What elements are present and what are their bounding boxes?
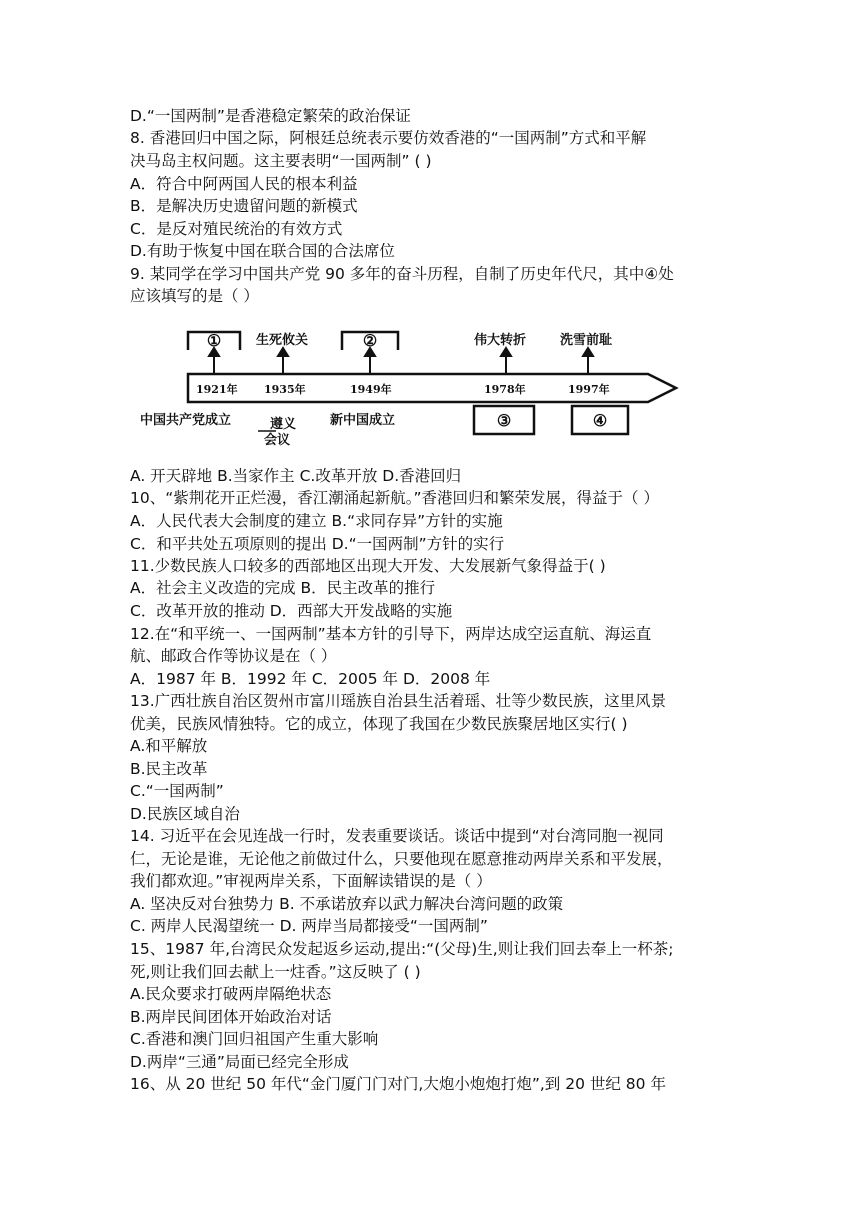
timeline-svg bbox=[128, 318, 688, 458]
text-line: 优美，民族风情独特。它的成立，体现了我国在少数民族聚居地区实行( ) bbox=[130, 715, 628, 733]
label-shengsi: 生死攸关 bbox=[256, 333, 309, 348]
text-line: D.“一国两制”是香港稳定繁荣的政治保证 bbox=[130, 107, 411, 125]
option-c: C．是反对殖民统治的有效方式 bbox=[130, 220, 343, 238]
box-2-label: ② bbox=[362, 331, 378, 350]
text-line: 我们都欢迎。”审视两岸关系，下面解读错误的是（ ） bbox=[130, 872, 492, 890]
year-1921: 1921年 bbox=[196, 383, 238, 396]
label-xixue: 洗雪前耻 bbox=[560, 333, 613, 348]
year-1949: 1949年 bbox=[350, 383, 392, 396]
text-line: 航、邮政合作等协议是在（ ） bbox=[130, 647, 337, 665]
label-zunyi-2: 会议 bbox=[264, 433, 291, 448]
option-b: B.两岸民间团体开始政治对话 bbox=[130, 1008, 332, 1026]
text-line: 应该填写的是（ ） bbox=[130, 287, 259, 305]
q10-options-ab: A．人民代表大会制度的建立 B.“求同存异”方针的实施 bbox=[130, 512, 503, 530]
question-11: 11.少数民族人口较多的西部地区出现大开发、大发展新气象得益于( ) bbox=[130, 557, 606, 575]
option-c: C.香港和澳门回归祖国产生重大影响 bbox=[130, 1030, 379, 1048]
option-a: A．符合中阿两国人民的根本利益 bbox=[130, 175, 358, 193]
text-line: 仁，无论是谁，无论他之前做过什么，只要他现在愿意推动两岸关系和平发展， bbox=[130, 850, 673, 868]
question-14: 14. 习近平在会见连战一行时，发表重要谈话。谈话中提到“对台湾同胞一视同 bbox=[130, 827, 664, 845]
option-d: D.有助于恢复中国在联合国的合法席位 bbox=[130, 242, 395, 260]
question-15: 15、1987 年,台湾民众发起返乡运动,提出:“(父母)生,则让我们回去奉上一杯茶; bbox=[130, 940, 674, 958]
q10-options-cd: C．和平共处五项原则的提出 D.“一国两制”方针的实行 bbox=[130, 535, 505, 553]
year-1935: 1935年 bbox=[264, 383, 306, 396]
q11-options-cd: C．改革开放的推动 D．西部大开发战略的实施 bbox=[130, 602, 453, 620]
q11-options-ab: A．社会主义改造的完成 B．民主改革的推行 bbox=[130, 579, 436, 597]
option-b: B．是解决历史遗留问题的新模式 bbox=[130, 197, 358, 215]
label-zunyi-1: 遵义 bbox=[270, 417, 297, 432]
box-4-label: ④ bbox=[592, 411, 608, 430]
question-12: 12.在“和平统一、一国两制”基本方针的引导下，两岸达成空运直航、海运直 bbox=[130, 625, 652, 643]
q12-options: A．1987 年 B．1992 年 C．2005 年 D．2008 年 bbox=[130, 670, 491, 688]
option-d: D.两岸“三通”局面已经完全形成 bbox=[130, 1053, 349, 1071]
question-8: 8. 香港回归中国之际，阿根廷总统表示要仿效香港的“一国两制”方式和平解 bbox=[130, 129, 647, 147]
question-9: 9. 某同学在学习中国共产党 90 多年的奋斗历程，自制了历史年代尺，其中④处 bbox=[130, 265, 674, 283]
option-d: D.民族区域自治 bbox=[130, 805, 240, 823]
option-a: A.民众要求打破两岸隔绝状态 bbox=[130, 985, 332, 1003]
box-1-label: ① bbox=[206, 331, 222, 350]
year-1997: 1997年 bbox=[568, 383, 610, 396]
q14-options-cd: C. 两岸人民渴望统一 D. 两岸当局都接受“一国两制” bbox=[130, 917, 488, 935]
question-13: 13.广西壮族自治区贺州市富川瑶族自治县生活着瑶、壮等少数民族，这里风景 bbox=[130, 692, 667, 710]
label-party-founded: 中国共产党成立 bbox=[140, 413, 232, 428]
text-line: 死,则让我们回去献上一炷香。”这反映了 ( ) bbox=[130, 963, 421, 981]
question-10: 10、“紫荆花开正烂漫，香江潮涌起新航。”香港回归和繁荣发展，得益于（ ） bbox=[130, 489, 659, 507]
question-16: 16、从 20 世纪 50 年代“金门厦门门对门,大炮小炮炮打炮”,到 20 世纪 80 年 bbox=[130, 1075, 666, 1093]
history-timeline-figure bbox=[128, 318, 688, 458]
q14-options-ab: A. 坚决反对台独势力 B. 不承诺放弃以武力解决台湾问题的政策 bbox=[130, 895, 564, 913]
q9-options: A. 开天辟地 B.当家作主 C.改革开放 D.香港回归 bbox=[130, 467, 462, 485]
option-c: C.“一国两制” bbox=[130, 782, 224, 800]
option-a: A.和平解放 bbox=[130, 737, 208, 755]
option-b: B.民主改革 bbox=[130, 760, 208, 778]
box-3-label: ③ bbox=[496, 411, 512, 430]
text-line: 决马岛主权问题。这主要表明“一国两制” ( ) bbox=[130, 152, 432, 170]
year-1978: 1978年 bbox=[484, 383, 526, 396]
label-new-china: 新中国成立 bbox=[330, 413, 396, 428]
label-weida: 伟大转折 bbox=[474, 333, 527, 348]
